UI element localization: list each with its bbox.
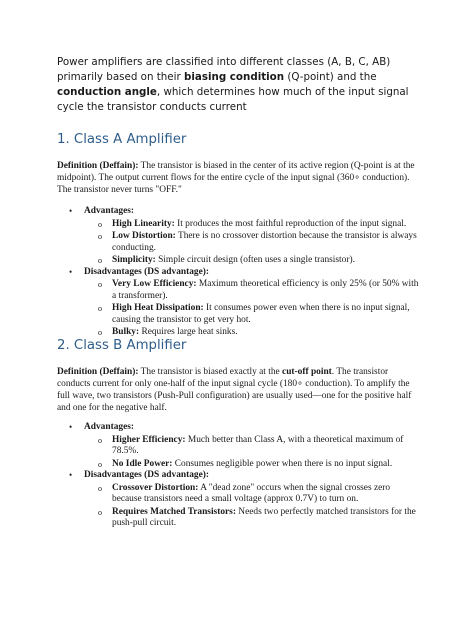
advantages-label: Advantages: — [84, 422, 135, 432]
sub-bullet-icon: o — [98, 219, 102, 229]
advantages-label: Advantages: — [84, 206, 135, 216]
disadvantages-item — [57, 267, 419, 279]
list-class-b — [57, 422, 419, 530]
intro-text: Power amplifiers are classified into different classes (A, B, C, AB) primarily based on their — [57, 56, 391, 83]
list-item — [57, 435, 419, 458]
sub-bullet-icon: o — [98, 304, 102, 313]
list-item — [57, 231, 419, 254]
intro-bold-term: conduction angle — [57, 86, 157, 98]
disadvantages-label: Disadvantages (DS advantage): — [84, 470, 210, 480]
sub-bullet-icon: o — [98, 232, 102, 241]
definition-text: The transistor is biased exactly at the — [138, 367, 283, 377]
item-text: It produces the most faithful reproduction of the input signal. — [174, 218, 407, 229]
list-item — [57, 219, 419, 231]
definition-class-b — [57, 366, 419, 414]
bullet-icon: • — [69, 470, 73, 480]
list-item — [57, 327, 419, 339]
definition-label: Definition (Deffain): — [57, 367, 139, 377]
item-text: Consumes negligible power when there is no input signal. — [172, 458, 393, 469]
list-item — [57, 483, 419, 506]
item-text: There is no crossover distortion because the transistor is always conducting. — [112, 231, 417, 253]
item-text: Maximum theoretical efficiency is only 25% (or 50% with a transformer). — [112, 279, 419, 301]
list-item — [57, 459, 419, 471]
item-text: Simple circuit design (often uses a single transistor). — [155, 255, 355, 265]
list-class-a — [57, 206, 419, 339]
sub-bullet-icon: o — [98, 256, 102, 265]
definition-text: The transistor is biased in the center of its active region (Q-point is at the midpoint). The output current flows for the entire cycle of the input signal (360∘ conduction). The transistor never turns "OFF." — [57, 161, 415, 195]
sub-bullet-icon: o — [98, 328, 102, 337]
item-text: A "dead zone" occurs when the signal crosses zero because transistors need a small voltage (approx 0.7V) to turn on. — [112, 482, 391, 504]
item-label: Low Distortion: — [112, 231, 176, 241]
sub-bullet-icon: o — [98, 280, 102, 289]
definition-class-a — [57, 160, 419, 196]
intro-text: (Q-point) and the — [284, 71, 377, 83]
item-label: Bulky: — [112, 327, 140, 337]
sub-bullet-icon: o — [98, 435, 102, 445]
bullet-icon: • — [69, 422, 73, 432]
item-text: Requires large heat sinks. — [139, 327, 238, 337]
advantages-item — [57, 422, 419, 434]
intro-paragraph — [57, 55, 427, 115]
item-label: Requires Matched Transistors: — [112, 506, 236, 517]
section-heading-class-a: 1. Class A Amplifier — [57, 132, 187, 147]
intro-bold-term: biasing condition — [184, 71, 285, 83]
item-label: No Idle Power: — [112, 458, 173, 469]
item-text: Needs two perfectly matched transistors for the push-pull circuit. — [112, 506, 416, 528]
item-label: Very Low Efficiency: — [112, 279, 197, 289]
item-label: Higher Efficiency: — [112, 434, 186, 445]
bullet-icon: • — [69, 266, 73, 277]
disadvantages-label: Disadvantages (DS advantage): — [84, 266, 210, 277]
bullet-icon: • — [69, 206, 73, 216]
disadvantages-item — [57, 470, 419, 482]
definition-text: . The transistor conducts current for only one-half of the input signal cycle (180∘ conduction). To amplify the full wave, two transistors (Push-Pull configuration) are usually used—one for the positive half and one for the negative half. — [57, 367, 412, 413]
definition-label: Definition (Deffain): — [57, 161, 139, 171]
item-label: High Heat Dissipation: — [112, 303, 204, 313]
list-item — [57, 255, 419, 267]
item-text: It consumes power even when there is no input signal, causing the transistor to get very hot. — [112, 303, 410, 325]
list-item — [57, 279, 419, 302]
section-heading-class-b: 2. Class B Amplifier — [57, 338, 187, 353]
item-label: Crossover Distortion: — [112, 482, 199, 493]
item-label: High Linearity: — [112, 218, 175, 229]
list-item — [57, 303, 419, 326]
item-label: Simplicity: — [112, 255, 156, 265]
advantages-item — [57, 206, 419, 218]
list-item — [57, 507, 419, 530]
item-text: Much better than Class A, with a theoretical maximum of 78.5%. — [112, 434, 404, 456]
definition-bold-term: cut-off point — [282, 367, 332, 377]
intro-text: , which determines how much of the input signal cycle the transistor conducts current — [57, 86, 409, 113]
sub-bullet-icon: o — [98, 483, 102, 493]
sub-bullet-icon: o — [98, 507, 102, 517]
sub-bullet-icon: o — [98, 459, 102, 469]
